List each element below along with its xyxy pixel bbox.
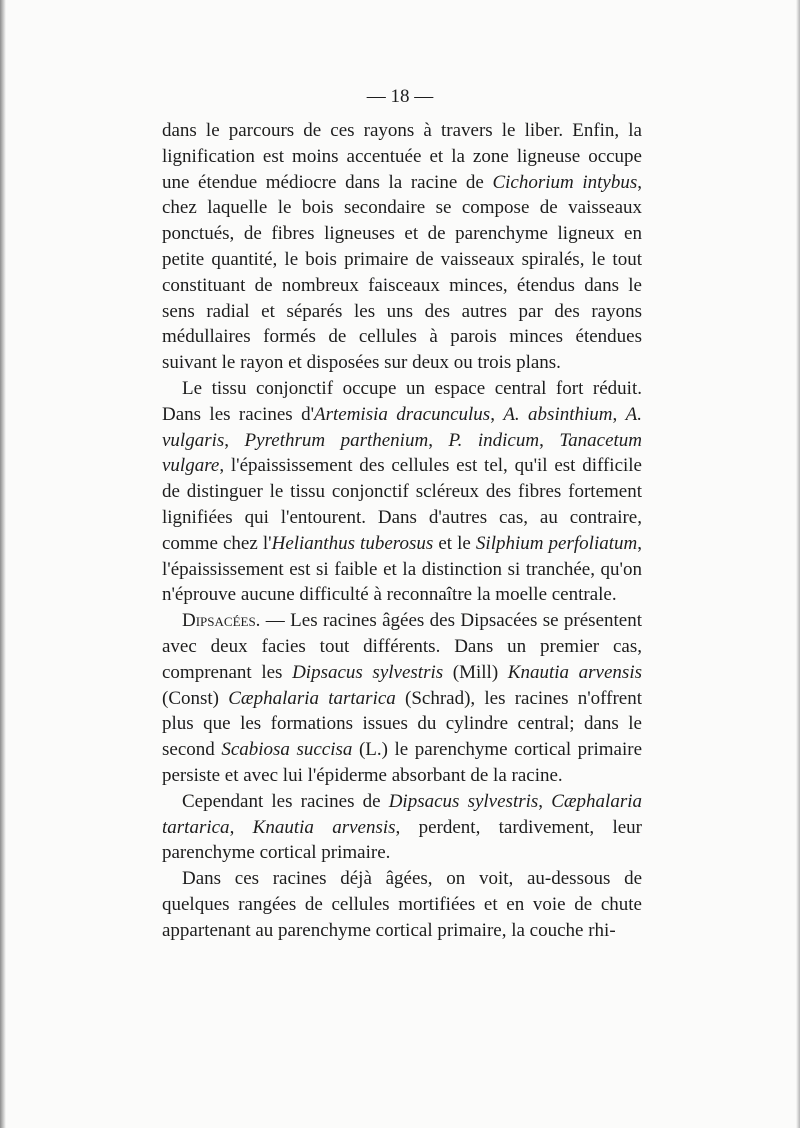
species-name: Cichorium intybus xyxy=(492,171,638,193)
text-run: , xyxy=(538,790,552,812)
body-text xyxy=(162,118,642,944)
paragraph-p1 xyxy=(162,118,642,376)
text-run: Dans ces racines déjà âgées, on voit, au-dessous de quelques rangées de cellules mortifiées et en voie de chute appartenant au parenchyme cortical primaire, la couche rhi- xyxy=(162,868,642,941)
species-name: Tanacetum vulgare xyxy=(162,429,643,477)
text-run: , chez laquelle le bois secondaire se compose de vaisseaux ponctués, de fibres ligneuses et de parenchyme ligneux en petite quantité, le bois primaire de vaisseaux spiralés, le tout constituant de nombreux faisceaux minces, étendus dans le sens radial et séparés les uns des autres par des rayons médullaires formés de cellules à parois minces étendues suivant le rayon et disposées sur deux ou trois plans. xyxy=(162,171,642,374)
scan-edge-left xyxy=(0,0,6,1128)
text-run: (Schrad), les racines n'offrent plus que les formations issues du cylindre central; dans le second xyxy=(162,687,643,761)
paragraph-p5 xyxy=(162,866,642,943)
species-name: A. absinthium xyxy=(503,403,613,425)
paragraph-p3 xyxy=(162,608,642,789)
species-name: Knautia arvensis xyxy=(252,816,396,838)
scan-edge-right xyxy=(796,0,800,1128)
text-run: Le tissu conjonctif occupe un espace central fort réduit. Dans les racines d' xyxy=(162,377,642,425)
text-run: dans le parcours de ces rayons à travers le liber. Enfin, la lignification est moins accentuée et la zone ligneuse occupe une étendue médiocre dans la racine de xyxy=(162,120,642,193)
text-run: et le xyxy=(433,532,476,554)
species-name: Silphium perfoliatum xyxy=(475,532,638,554)
species-name: Cæphalaria tartarica xyxy=(228,687,396,709)
text-run: , xyxy=(224,429,245,451)
text-run: , xyxy=(229,816,253,838)
species-name: Cæphalaria tartarica xyxy=(162,790,643,838)
section-heading: Dipsacées. xyxy=(182,610,261,632)
text-run: , xyxy=(612,403,626,425)
species-name: Helianthus tuberosus xyxy=(271,532,434,554)
species-name: Artemisia dracunculus xyxy=(314,403,491,425)
text-run: Cependant les racines de xyxy=(182,790,389,812)
species-name: Pyrethrum parthenium xyxy=(244,429,429,451)
text-run: , l'épaississement est si faible et la distinction si tranchée, qu'on n'éprouve aucune difficulté à reconnaître la moelle centrale. xyxy=(162,532,642,606)
text-run: , xyxy=(539,429,560,451)
text-run: , l'épaississement des cellules est tel, qu'il est difficile de distinguer le tissu conjonctif scléreux des fibres fortement lignifiées qui l'entourent. Dans d'autres cas, au contraire, comme chez l' xyxy=(162,455,642,554)
text-run: , xyxy=(490,403,504,425)
text-run: , perdent, tardivement, leur parenchyme cortical primaire. xyxy=(162,816,642,864)
species-name: A. vulgaris xyxy=(162,403,642,451)
species-name: P. indicum xyxy=(448,429,540,451)
text-run: (L.) le parenchyme cortical primaire persiste et avec lui l'épiderme absorbant de la racine. xyxy=(162,739,642,786)
species-name: Knautia arvensis xyxy=(507,661,642,683)
paragraph-p2 xyxy=(162,376,642,608)
paragraph-p4 xyxy=(162,789,642,866)
species-name: Dipsacus sylvestris xyxy=(388,790,539,812)
page-number: — 18 — xyxy=(366,86,434,107)
text-run: (Mill) xyxy=(443,661,508,683)
species-name: Dipsacus sylvestris xyxy=(292,661,444,683)
text-run: — Les racines âgées des Dipsacées se présentent avec deux facies tout différents. Dans un premier cas, comprenant les xyxy=(162,610,642,683)
text-run: (Const) xyxy=(162,687,229,709)
species-name: Scabiosa succisa xyxy=(221,739,353,761)
text-run: , xyxy=(428,429,449,451)
